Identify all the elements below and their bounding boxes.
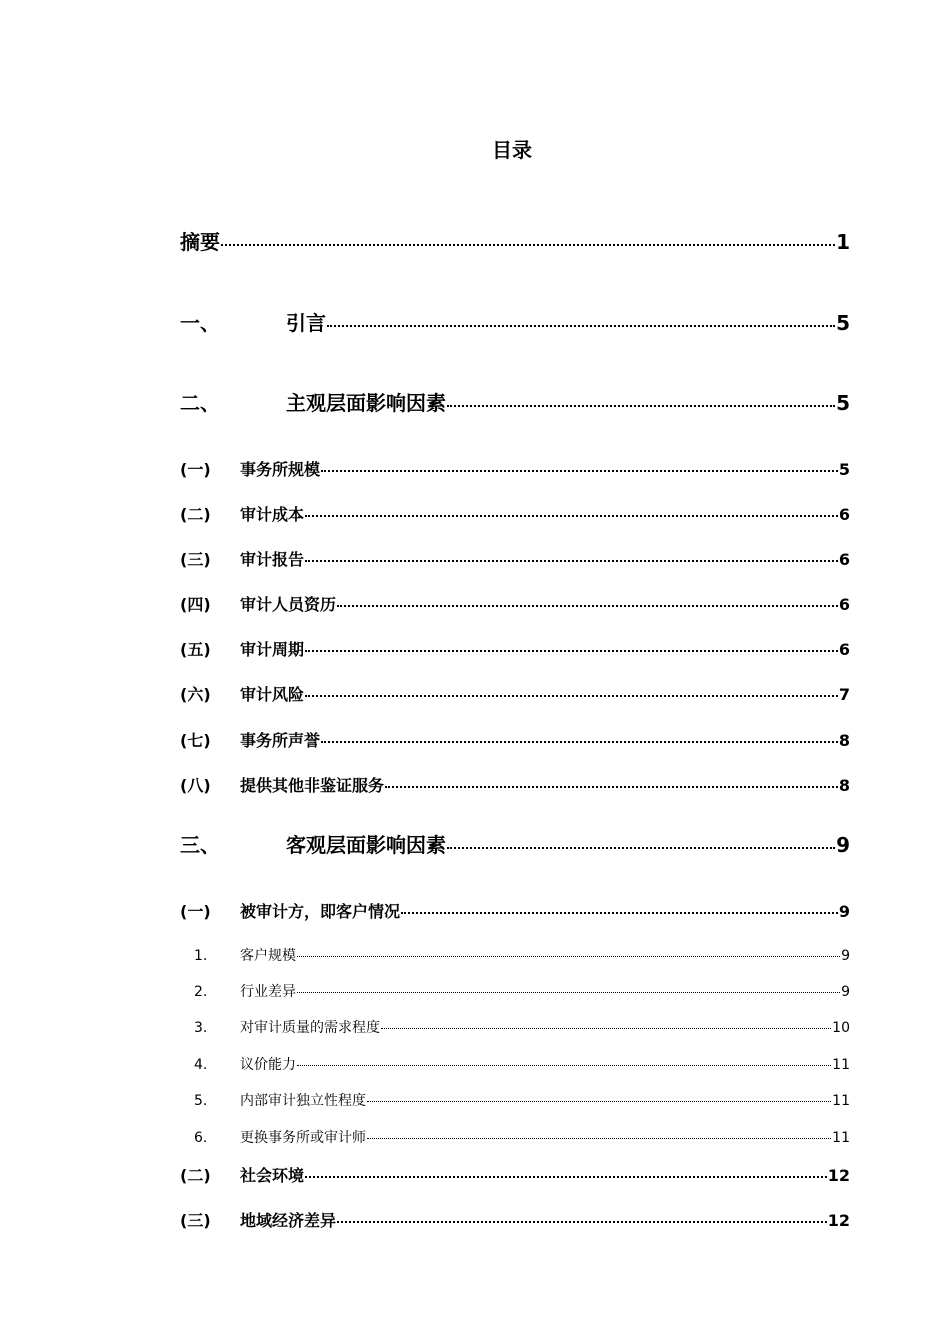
toc-entry-page: 5	[836, 311, 850, 335]
toc-entry-page: 5	[836, 391, 850, 415]
toc-entry-number: 4.	[194, 1057, 208, 1073]
toc-entry-label: 地域经济差异	[240, 1211, 337, 1230]
toc-entry[interactable]	[180, 829, 850, 858]
toc-entry-number: 1.	[194, 948, 208, 964]
dot-leader	[327, 325, 835, 327]
toc-entry-label: 审计报告	[240, 550, 305, 569]
toc-entry-page: 6	[838, 595, 850, 614]
dot-leader	[337, 1221, 827, 1223]
toc-entry-page: 9	[838, 902, 850, 921]
dot-leader	[381, 1028, 831, 1029]
toc-entry-label: 对审计质量的需求程度	[240, 1020, 380, 1036]
toc-entry-label: 提供其他非鉴证服务	[240, 776, 385, 795]
toc-entry[interactable]	[180, 637, 850, 660]
toc-entry-page: 8	[838, 776, 850, 795]
dot-leader	[385, 786, 838, 788]
toc-entry-summary[interactable]	[180, 226, 850, 255]
toc-entry[interactable]	[180, 502, 850, 525]
dot-leader	[447, 847, 835, 849]
toc-entry-label: 社会环境	[240, 1166, 305, 1185]
toc-entry-page: 11	[832, 1130, 850, 1146]
toc-entry-number: (四)	[180, 595, 211, 614]
toc-entry-label: 客观层面影响因素	[286, 833, 446, 857]
toc-entry-label: 审计人员资历	[240, 595, 337, 614]
toc-entry-label: 引言	[286, 311, 326, 335]
dot-leader	[337, 605, 838, 607]
toc-title: 目录	[492, 138, 532, 162]
toc-entry-label: 被审计方，即客户情况	[240, 902, 401, 921]
dot-leader	[305, 515, 838, 517]
toc-entry-number: (三)	[180, 1211, 211, 1230]
toc-entry-label: 摘要	[180, 230, 220, 254]
toc-entry-number: 2.	[194, 984, 208, 1000]
dot-leader	[297, 956, 840, 957]
dot-leader	[401, 912, 838, 914]
toc-entry-number: (二)	[180, 505, 211, 524]
dot-leader	[367, 1101, 831, 1102]
toc-entry[interactable]	[180, 457, 850, 480]
dot-leader	[305, 695, 838, 697]
toc-entry-number: 三、	[180, 833, 220, 857]
toc-entry[interactable]	[180, 773, 850, 796]
toc-entry[interactable]	[180, 387, 850, 416]
toc-entry[interactable]	[180, 592, 850, 615]
toc-entry[interactable]	[180, 1163, 850, 1186]
toc-entry-label: 行业差异	[240, 984, 296, 1000]
dot-leader	[321, 470, 838, 472]
toc-entry-number: (五)	[180, 640, 211, 659]
dot-leader	[297, 1065, 831, 1066]
dot-leader	[367, 1138, 831, 1139]
toc-entry-label: 内部审计独立性程度	[240, 1093, 366, 1109]
toc-entry-number: (六)	[180, 685, 211, 704]
toc-entry[interactable]	[180, 1127, 850, 1147]
toc-entry-page: 6	[838, 550, 850, 569]
toc-entry-label: 审计周期	[240, 640, 305, 659]
toc-entry[interactable]	[180, 899, 850, 922]
toc-entry-page: 12	[827, 1166, 850, 1185]
dot-leader	[305, 1176, 827, 1178]
toc-entry[interactable]	[180, 1054, 850, 1074]
dot-leader	[221, 244, 835, 246]
toc-entry-page: 8	[838, 731, 850, 750]
dot-leader	[297, 992, 840, 993]
toc-entry-number: 二、	[180, 391, 220, 415]
toc-entry[interactable]	[180, 981, 850, 1001]
toc-entry-label: 审计风险	[240, 685, 305, 704]
toc-entry-label: 更换事务所或审计师	[240, 1130, 366, 1146]
toc-entry-label: 事务所声誉	[240, 731, 321, 750]
toc-entry-number: 3.	[194, 1020, 208, 1036]
toc-entry-label: 议价能力	[240, 1057, 296, 1073]
toc-entry-page: 1	[836, 230, 850, 254]
toc-entry-page: 9	[836, 833, 850, 857]
toc-entry-page: 5	[838, 460, 850, 479]
toc-entry[interactable]	[180, 547, 850, 570]
toc-entry-label: 客户规模	[240, 948, 296, 964]
toc-entry-page: 10	[832, 1020, 850, 1036]
toc-entry-number: (二)	[180, 1166, 211, 1185]
toc-entry[interactable]	[180, 1208, 850, 1231]
toc-entry-page: 7	[838, 685, 850, 704]
toc-entry[interactable]	[180, 682, 850, 705]
toc-entry[interactable]	[180, 728, 850, 751]
toc-entry-number: 6.	[194, 1130, 208, 1146]
toc-entry[interactable]	[180, 307, 850, 336]
toc-entry-number: (七)	[180, 731, 211, 750]
toc-entry-label: 主观层面影响因素	[286, 391, 446, 415]
toc-entry-number: 5.	[194, 1093, 208, 1109]
toc-entry-page: 9	[841, 948, 850, 964]
dot-leader	[305, 650, 838, 652]
toc-entry-number: (三)	[180, 550, 211, 569]
toc-entry[interactable]	[180, 1090, 850, 1110]
toc-entry[interactable]	[180, 1017, 850, 1037]
dot-leader	[321, 741, 838, 743]
toc-entry-page: 11	[832, 1093, 850, 1109]
toc-entry[interactable]	[180, 945, 850, 965]
toc-entry-page: 6	[838, 640, 850, 659]
toc-entry-page: 9	[841, 984, 850, 1000]
toc-entry-number: 一、	[180, 311, 220, 335]
toc-entry-page: 12	[827, 1211, 850, 1230]
dot-leader	[447, 405, 835, 407]
toc-entry-page: 6	[838, 505, 850, 524]
toc-entry-number: (八)	[180, 776, 211, 795]
toc-entry-number: (一)	[180, 460, 211, 479]
toc-entry-label: 审计成本	[240, 505, 305, 524]
toc-entry-number: (一)	[180, 902, 211, 921]
toc-entry-label: 事务所规模	[240, 460, 321, 479]
dot-leader	[305, 560, 838, 562]
toc-entry-page: 11	[832, 1057, 850, 1073]
